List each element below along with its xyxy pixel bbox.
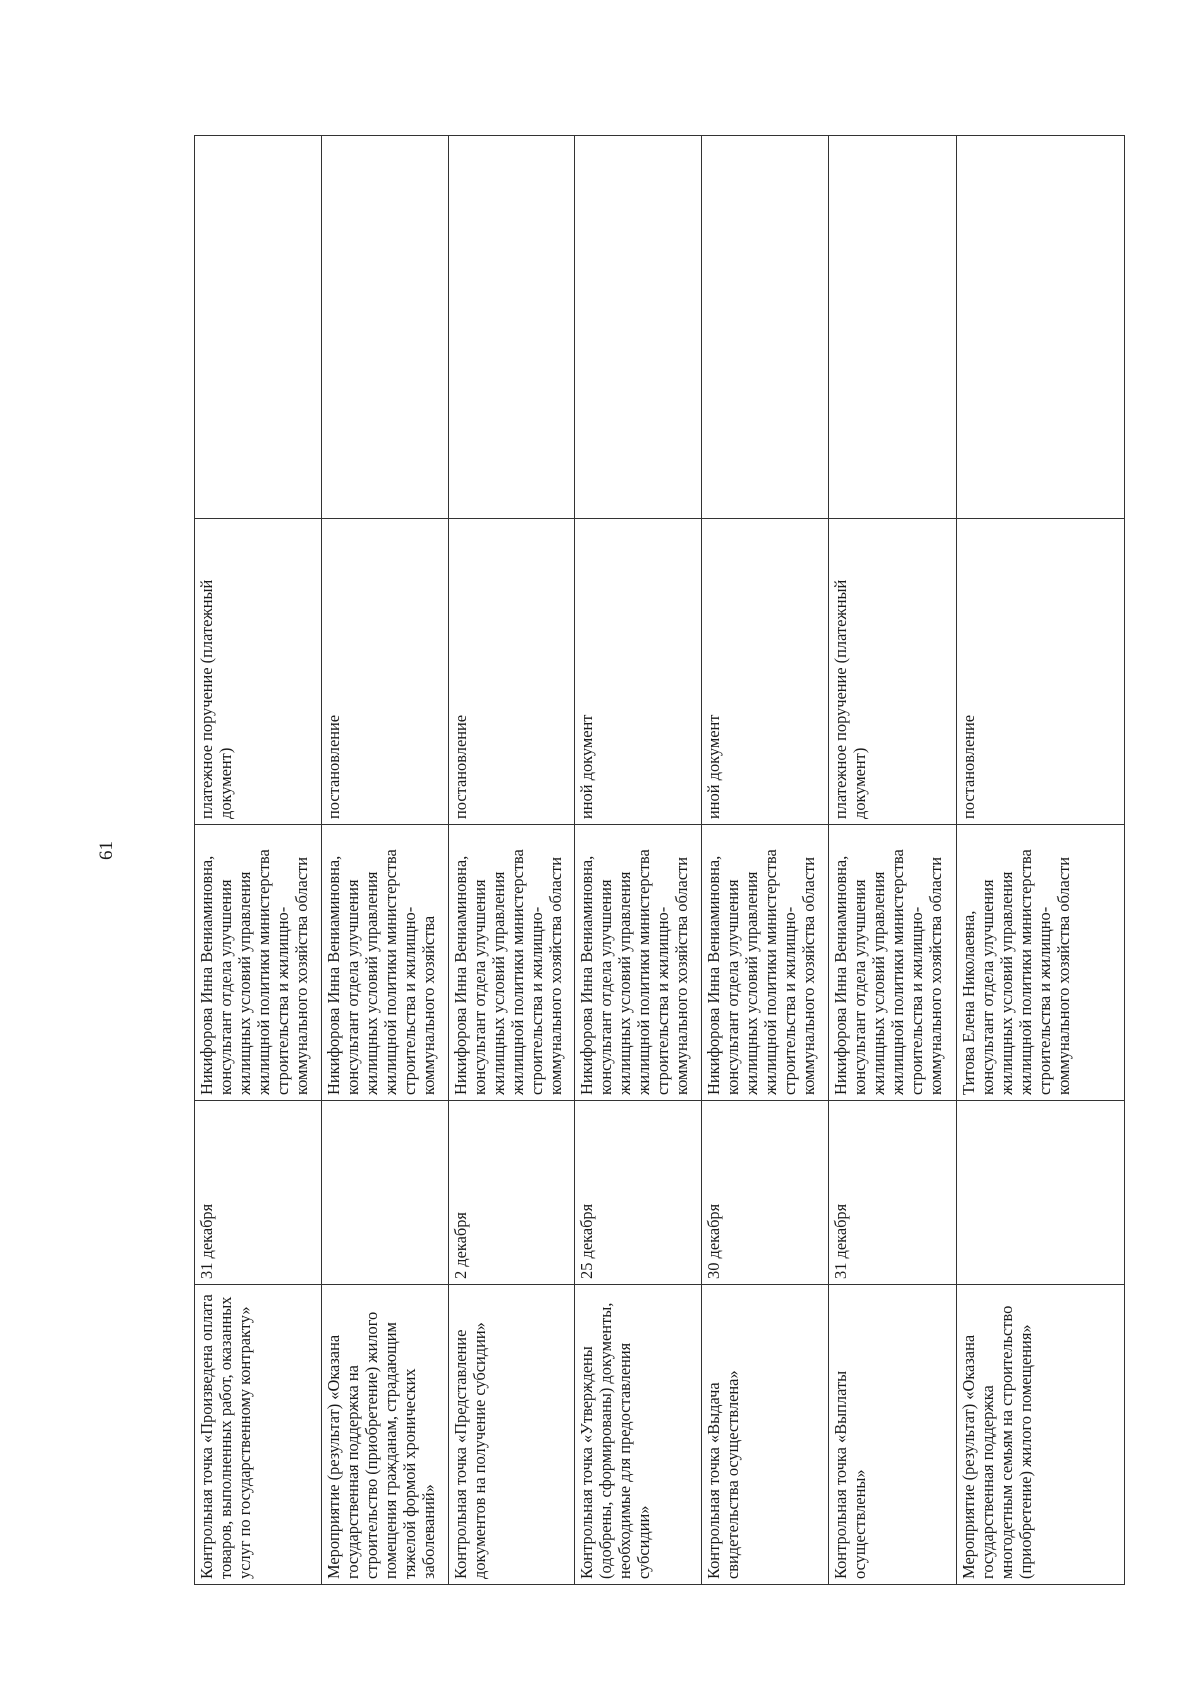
cell-name: Контрольная точка «Выплаты осуществлены» [829,1285,957,1585]
cell-extra [449,136,575,519]
cell-extra [957,136,1125,519]
cell-name: Контрольная точка «Утверждены (одобрены, сформированы) документы, необходимые для предоставления субсидии» [575,1285,702,1585]
cell-document: постановление [449,519,575,825]
cell-responsible: Никифорова Инна Вениаминовна, консультант отдела улучшения жилищных условий управления жилищной политики министерства строительства и жилищно-коммунального хозяйства области [829,825,957,1101]
schedule-table-container [194,136,1124,1585]
cell-date: 25 декабря [575,1101,702,1285]
schedule-table [194,135,1125,1585]
table-row [829,136,957,1585]
table-row [195,136,322,1585]
cell-name: Контрольная точка «Представление документов на получение субсидии» [449,1285,575,1585]
cell-responsible: Никифорова Инна Вениаминовна, консультант отдела улучшения жилищных условий управления жилищной политики министерства строительства и жилищно-коммунального хозяйства области [449,825,575,1101]
cell-document: постановление [957,519,1125,825]
cell-date [322,1101,449,1285]
table-row [575,136,702,1585]
cell-date: 31 декабря [195,1101,322,1285]
cell-extra [575,136,702,519]
cell-responsible: Титова Елена Николаевна, консультант отдела улучшения жилищных условий управления жилищной политики министерства строительства и жилищно-коммунального хозяйства области [957,825,1125,1101]
cell-document: иной документ [702,519,829,825]
cell-extra [702,136,829,519]
table-row [702,136,829,1585]
cell-document: платежное поручение (платежный документ) [195,519,322,825]
cell-responsible: Никифорова Инна Вениаминовна, консультант отдела улучшения жилищных условий управления жилищной политики министерства строительства и жилищно-коммунального хозяйства области [702,825,829,1101]
cell-extra [829,136,957,519]
cell-responsible: Никифорова Инна Вениаминовна, консультант отдела улучшения жилищных условий управления жилищной политики министерства строительства и жилищно-коммунального хозяйства области [575,825,702,1101]
cell-date: 2 декабря [449,1101,575,1285]
cell-document: иной документ [575,519,702,825]
cell-date: 30 декабря [702,1101,829,1285]
cell-document: постановление [322,519,449,825]
cell-responsible: Никифорова Инна Вениаминовна, консультант отдела улучшения жилищных условий управления жилищной политики министерства строительства и жилищно-коммунального хозяйства [322,825,449,1101]
cell-name: Контрольная точка «Выдача свидетельства осуществлена» [702,1285,829,1585]
cell-name: Мероприятие (результат) «Оказана государственная поддержка на строительство (приобретение) жилого помещения гражданам, страдающим тяжелой формой хронических заболеваний» [322,1285,449,1585]
cell-extra [195,136,322,519]
cell-document: платежное поручение (платежный документ) [829,519,957,825]
cell-extra [322,136,449,519]
cell-date [957,1101,1125,1285]
table-row [449,136,575,1585]
cell-responsible: Никифорова Инна Вениаминовна, консультант отдела улучшения жилищных условий управления жилищной политики министерства строительства и жилищно-коммунального хозяйства области [195,825,322,1101]
cell-date: 31 декабря [829,1101,957,1285]
table-row [957,136,1125,1585]
page-number: 61 [96,841,117,860]
table-row [322,136,449,1585]
cell-name: Мероприятие (результат) «Оказана государственная поддержка многодетным семьям на строительство (приобретение) жилого помещения» [957,1285,1125,1585]
cell-name: Контрольная точка «Произведена оплата товаров, выполненных работ, оказанных услуг по государственному контракту» [195,1285,322,1585]
